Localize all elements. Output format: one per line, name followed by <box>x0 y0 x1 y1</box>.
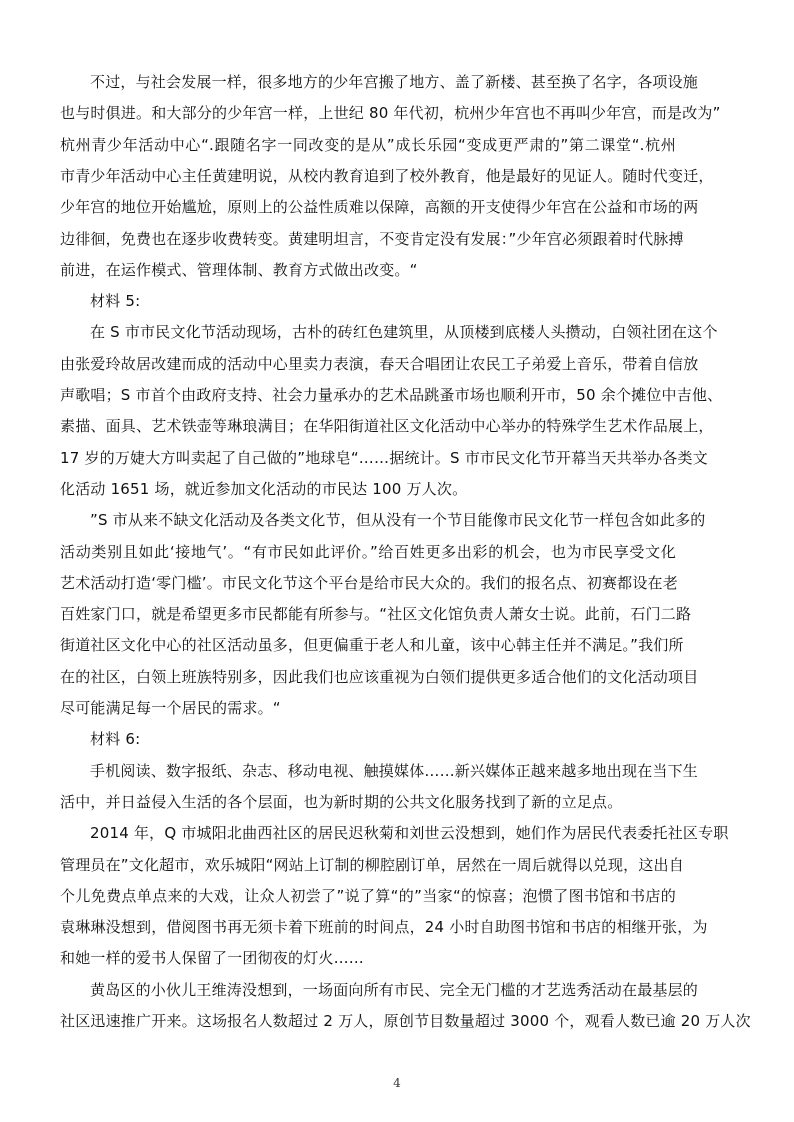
text-line: 也与时俱进。和大部分的少年宫一样，上世纪 80 年代初，杭州少年宫也不再叫少年宫，而是改为” <box>60 104 721 122</box>
text-line: 2014 年，Q 市城阳北曲西社区的居民迟秋菊和刘世云没想到，她们作为居民代表委托社区专职 <box>90 824 729 842</box>
text-line: 活动类别且如此‘接地气’。“有市民如此评价。”给百姓更多出彩的机会，也为市民享受文化 <box>60 543 676 561</box>
text-line: 素描、面具、艺术铁壶等琳琅满目；在华阳街道社区文化活动中心举办的特殊学生艺术作品展上， <box>60 417 714 435</box>
text-line: 杭州青少年活动中心“.跟随名字一同改变的是从”成长乐园“变成更严肃的”第二课堂“.杭州 <box>60 136 676 154</box>
text-line: 前进，在运作模式、管理体制、教育方式做出改变。“ <box>60 261 418 279</box>
text-line: ”S 市从来不缺文化活动及各类文化节，但从没有一个节目能像市民文化节一样包含如此多的 <box>90 511 706 529</box>
text-line: 市青少年活动中心主任黄建明说，从校内教育追到了校外教育，他是最好的见证人。随时代变迁， <box>60 167 714 185</box>
text-line: 和她一样的爱书人保留了一团彻夜的灯火…… <box>60 949 365 967</box>
text-line: 在 S 市市民文化节活动现场，古朴的砖红色建筑里，从顶楼到底楼人头攒动，白领社团在这个 <box>90 323 718 341</box>
page-number: 4 <box>393 1076 401 1090</box>
text-line: 百姓家门口，就是希望更多市民都能有所参与。“社区文化馆负责人萧女士说。此前，石门二路 <box>60 605 692 623</box>
section-heading: 材料 5: <box>90 292 141 310</box>
text-line: 不过，与社会发展一样，很多地方的少年宫搬了地方、盖了新楼、甚至换了名字，各项设施 <box>90 73 699 91</box>
section-heading: 材料 6: <box>90 730 141 748</box>
text-line: 个儿免费点单点来的大戏，让众人初尝了”说了算“的”当家“的惊喜；泡惯了图书馆和书店的 <box>60 887 676 905</box>
text-line: 社区迅速推广开来。这场报名人数超过 2 万人，原创节目数量超过 3000 个，观看人数已逾 20 万人次 <box>60 1012 751 1030</box>
text-line: 袁琳琳没想到，借阅图书再无须卡着下班前的时间点，24 小时自助图书馆和书店的相继开张，为 <box>60 918 708 936</box>
text-line: 黄岛区的小伙儿王维涛没想到，一场面向所有市民、完全无门槛的才艺选秀活动在最基层的 <box>90 981 699 999</box>
text-line: 尽可能满足每一个居民的需求。“ <box>60 699 281 717</box>
text-line: 管理员在”文化超市，欢乐城阳“网站上订制的柳腔剧订单，居然在一周后就得以兑现，这出自 <box>60 856 684 874</box>
text-line: 在的社区，白领上班族特别多，因此我们也应该重视为白领们提供更多适合他们的文化活动项目 <box>60 668 699 686</box>
text-line: 声歌唱；S 市首个由政府支持、社会力量承办的艺术品跳蚤市场也顺利开市，50 余个摊位中吉他、 <box>60 386 723 404</box>
text-line: 街道社区文化中心的社区活动虽多，但更偏重于老人和儿童，该中心韩主任并不满足。”我们所 <box>60 636 684 654</box>
text-line: 边徘徊，免费也在逐步收费转变。黄建明坦言，不变肯定没有发展：”少年宫必须跟着时代脉搏 <box>60 230 684 248</box>
text-line: 手机阅读、数字报纸、杂志、移动电视、触摸媒体……新兴媒体正越来越多地出现在当下生 <box>90 762 699 780</box>
text-line: 少年宫的地位开始尴尬，原则上的公益性质难以保障，高额的开支使得少年宫在公益和市场的两 <box>60 198 699 216</box>
text-line: 活中，并日益侵入生活的各个层面，也为新时期的公共文化服务找到了新的立足点。 <box>60 793 623 811</box>
text-line: 化活动 1651 场，就近参加文化活动的市民达 100 万人次。 <box>60 480 468 498</box>
text-line: 艺术活动打造‘零门槛’。市民文化节这个平台是给市民大众的。我们的报名点、初赛都设在老 <box>60 574 678 592</box>
text-line: 由张爱玲故居改建而成的活动中心里卖力表演，春天合唱团让农民工子弟爱上音乐，带着自信放 <box>60 355 699 373</box>
text-line: 17 岁的万婕大方叫卖起了自己做的”地球皂“……据统计。S 市市民文化节开幕当天共举办各类文 <box>60 449 708 467</box>
